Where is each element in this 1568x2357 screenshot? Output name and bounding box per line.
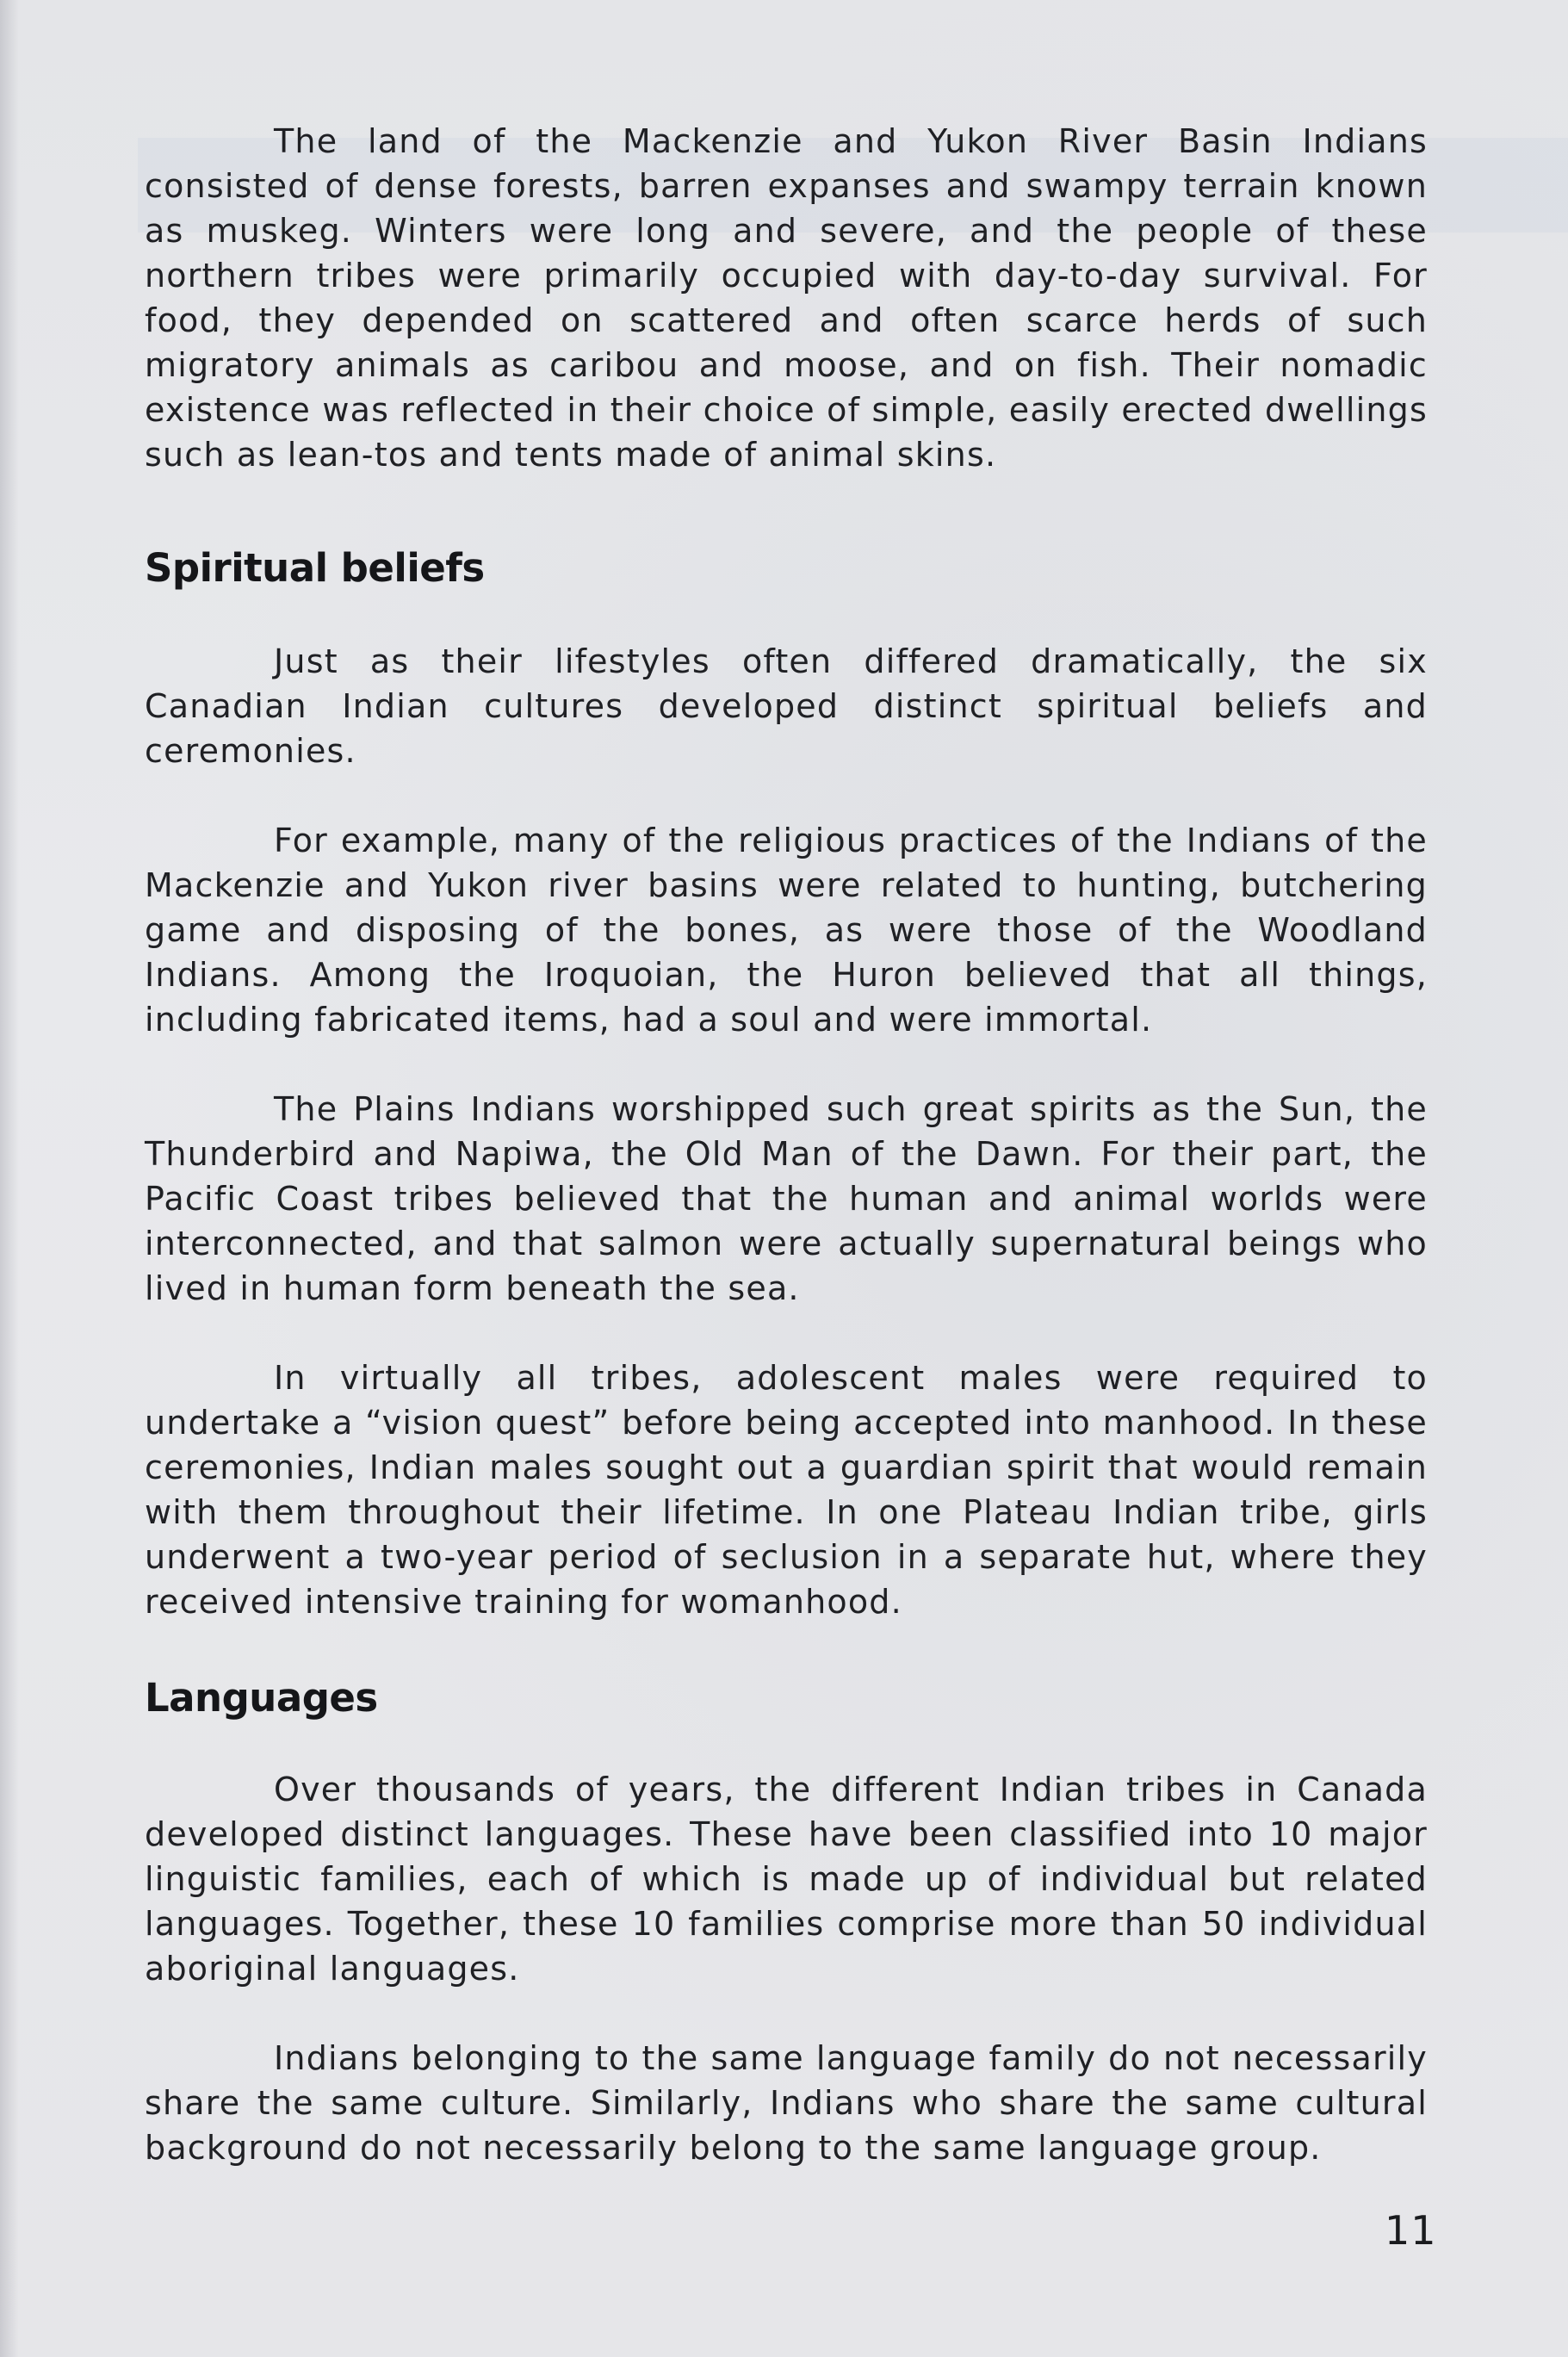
page-number: 11 xyxy=(1385,2207,1437,2254)
spiritual-paragraph-1: Just as their lifestyles often differed dramatically, the six Canadian Indian cultures developed distinct spiritual beliefs and ceremonies. xyxy=(145,642,1428,770)
spiritual-paragraph-2: For example, many of the religious practices of the Indians of the Mackenzie and Yukon river basins were related to hunting, butchering game and disposing of the bones, as were those of the Woodland Indians. Among the Iroquoian, the Huron believed that all things, including fabricated items, had a soul and were immortal. xyxy=(145,822,1428,1039)
spiritual-paragraph-4: In virtually all tribes, adolescent males were required to undertake a “vision quest” before being accepted into manhood. In these ceremonies, Indian males sought out a guardian spirit that would remain with them throughout their lifetime. In one Plateau Indian tribe, girls underwent a two-year period of seclusion in a separate hut, where they received intensive training for womanhood. xyxy=(145,1359,1428,1621)
text-column xyxy=(145,119,1428,2170)
languages-paragraph-1: Over thousands of years, the different Indian tribes in Canada developed distinct languages. These have been classified into 10 major linguistic families, each of which is made up of individual but related languages. Together, these 10 families comprise more than 50 individual aboriginal languages. xyxy=(145,1771,1428,1988)
binding-shadow xyxy=(0,0,19,2357)
intro-paragraph: The land of the Mackenzie and Yukon River Basin Indians consisted of dense forests, barren expanses and swampy terrain known as muskeg. Winters were long and severe, and the people of these northern tribes were primarily occupied with day-to-day survival. For food, they depended on scattered and often scarce herds of such migratory animals as caribou and moose, and on fish. Their nomadic existence was reflected in their choice of simple, easily erected dwellings such as lean-tos and tents made of animal skins. xyxy=(145,122,1428,474)
section-heading-spiritual-beliefs: Spiritual beliefs xyxy=(145,545,485,591)
languages-paragraph-2: Indians belonging to the same language family do not necessarily share the same culture. Similarly, Indians who share the same cultural background do not necessarily belong to the same language group. xyxy=(145,2039,1428,2167)
section-heading-languages: Languages xyxy=(145,1675,378,1721)
spiritual-paragraph-3: The Plains Indians worshipped such great spirits as the Sun, the Thunderbird and Napiwa, the Old Man of the Dawn. For their part, the Pacific Coast tribes believed that the human and animal worlds were interconnected, and that salmon were actually supernatural beings who lived in human form beneath the sea. xyxy=(145,1090,1428,1307)
